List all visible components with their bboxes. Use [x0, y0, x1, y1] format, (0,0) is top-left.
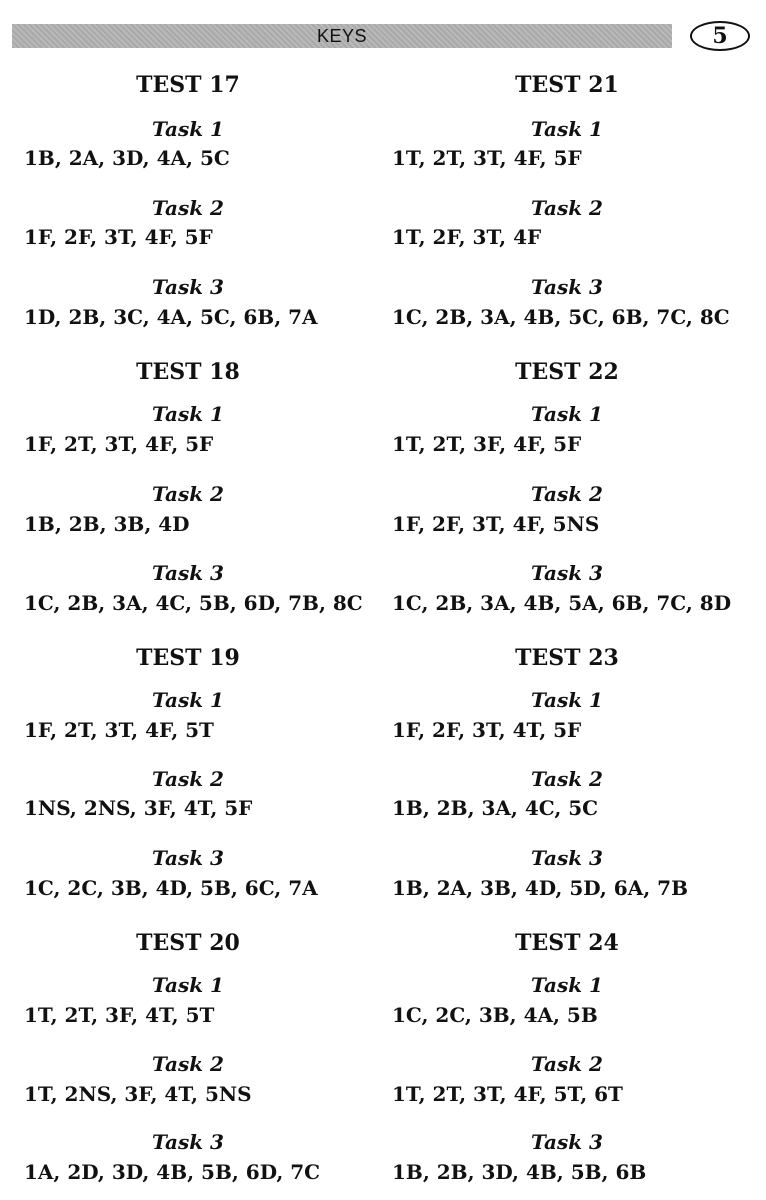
task-answers: 1C, 2B, 3A, 4B, 5C, 6B, 7C, 8C [392, 305, 730, 329]
task-answers: 1T, 2T, 3F, 4T, 5T [24, 1003, 215, 1027]
test-heading: TEST 24 [515, 930, 619, 956]
task-label: Task 2 [152, 482, 224, 506]
task-answers: 1B, 2B, 3A, 4C, 5C [392, 796, 599, 820]
task-label: Task 3 [531, 1130, 603, 1154]
task-label: Task 1 [531, 688, 603, 712]
task-answers: 1T, 2F, 3T, 4F [392, 225, 542, 249]
task-label: Task 1 [531, 973, 603, 997]
task-answers: 1F, 2F, 3T, 4F, 5F [24, 225, 213, 249]
task-label: Task 1 [152, 402, 224, 426]
task-label: Task 3 [531, 275, 603, 299]
task-label: Task 1 [152, 973, 224, 997]
test-heading: TEST 20 [136, 930, 240, 956]
task-label: Task 3 [152, 846, 224, 870]
header-title: KEYS [316, 26, 368, 46]
task-answers: 1F, 2F, 3T, 4T, 5F [392, 718, 582, 742]
task-answers: 1C, 2B, 3A, 4C, 5B, 6D, 7B, 8C [24, 591, 363, 615]
task-answers: 1B, 2B, 3D, 4B, 5B, 6B [392, 1160, 647, 1184]
task-label: Task 2 [152, 1052, 224, 1076]
task-label: Task 1 [531, 117, 603, 141]
test-heading: TEST 19 [136, 645, 240, 671]
task-answers: 1T, 2T, 3T, 4F, 5T, 6T [392, 1082, 623, 1106]
task-label: Task 3 [152, 275, 224, 299]
test-heading: TEST 21 [515, 72, 619, 98]
task-answers: 1D, 2B, 3C, 4A, 5C, 6B, 7A [24, 305, 318, 329]
task-label: Task 3 [531, 561, 603, 585]
task-answers: 1B, 2B, 3B, 4D [24, 512, 190, 536]
task-answers: 1T, 2T, 3F, 4F, 5F [392, 432, 582, 456]
task-label: Task 2 [531, 196, 603, 220]
task-answers: 1F, 2T, 3T, 4F, 5F [24, 432, 214, 456]
task-answers: 1F, 2T, 3T, 4F, 5T [24, 718, 214, 742]
task-label: Task 2 [152, 196, 224, 220]
task-label: Task 1 [531, 402, 603, 426]
task-label: Task 1 [152, 117, 224, 141]
task-answers: 1F, 2F, 3T, 4F, 5NS [392, 512, 600, 536]
test-heading: TEST 18 [136, 359, 240, 385]
task-label: Task 3 [152, 1130, 224, 1154]
task-answers: 1T, 2NS, 3F, 4T, 5NS [24, 1082, 252, 1106]
task-answers: 1A, 2D, 3D, 4B, 5B, 6D, 7C [24, 1160, 321, 1184]
task-answers: 1C, 2B, 3A, 4B, 5A, 6B, 7C, 8D [392, 591, 732, 615]
task-answers: 1C, 2C, 3B, 4A, 5B [392, 1003, 598, 1027]
task-answers: 1B, 2A, 3B, 4D, 5D, 6A, 7B [392, 876, 688, 900]
task-label: Task 2 [152, 767, 224, 791]
task-label: Task 2 [531, 482, 603, 506]
task-answers: 1B, 2A, 3D, 4A, 5C [24, 146, 230, 170]
test-heading: TEST 23 [515, 645, 619, 671]
task-label: Task 2 [531, 767, 603, 791]
task-answers: 1T, 2T, 3T, 4F, 5F [392, 146, 582, 170]
task-label: Task 3 [531, 846, 603, 870]
task-answers: 1C, 2C, 3B, 4D, 5B, 6C, 7A [24, 876, 318, 900]
task-label: Task 1 [152, 688, 224, 712]
page-number-badge: 5 [690, 21, 750, 51]
task-label: Task 3 [152, 561, 224, 585]
task-label: Task 2 [531, 1052, 603, 1076]
test-heading: TEST 17 [136, 72, 240, 98]
test-heading: TEST 22 [515, 359, 619, 385]
task-answers: 1NS, 2NS, 3F, 4T, 5F [24, 796, 253, 820]
header-bar [12, 24, 672, 48]
